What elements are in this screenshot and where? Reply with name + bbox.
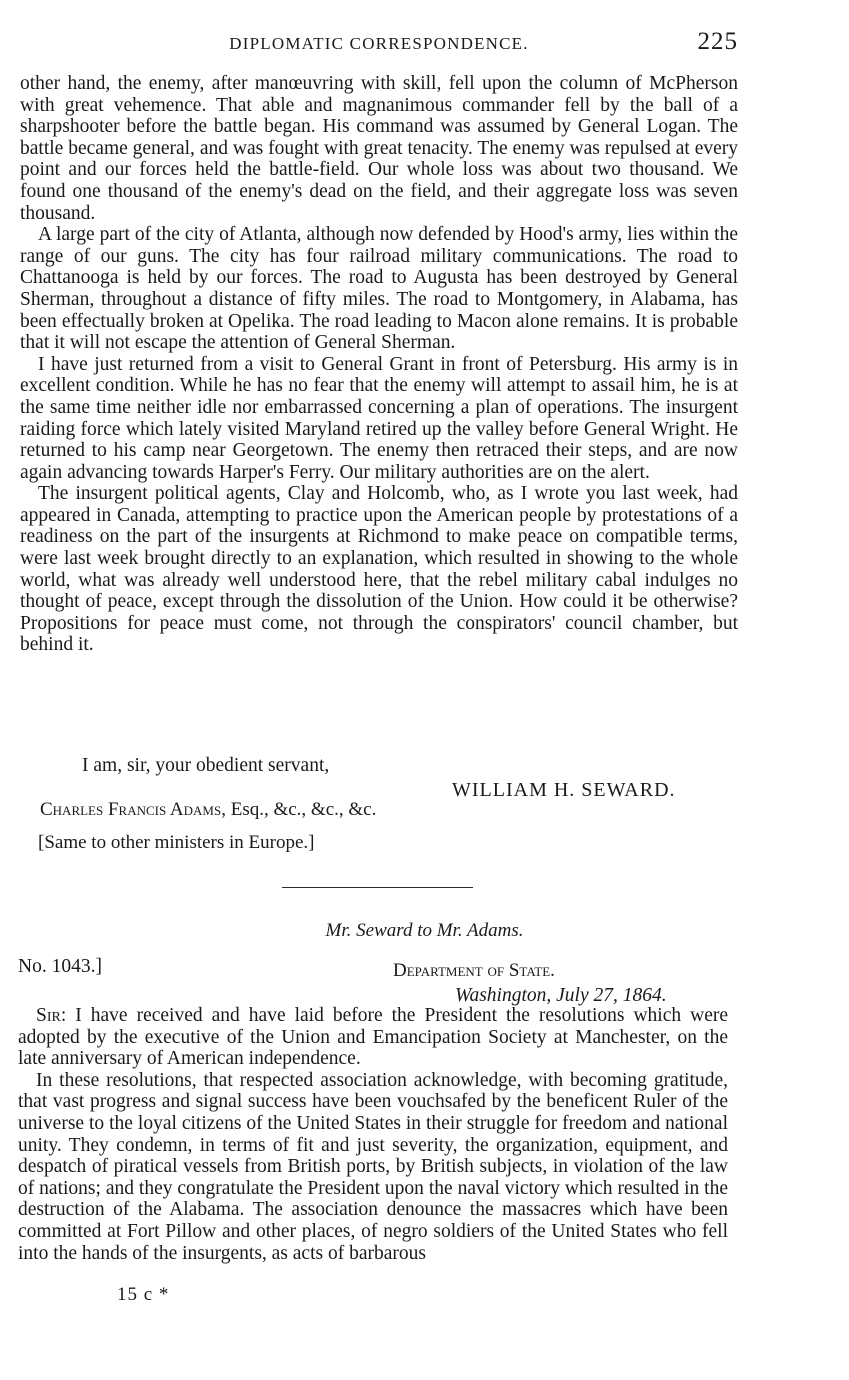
letter-body (18, 1005, 728, 1264)
paragraph (18, 1005, 728, 1070)
distribution-note: [Same to other ministers in Europe.] (38, 832, 315, 853)
letter-number: No. 1043.] (18, 956, 102, 977)
letter-body-continued (20, 73, 738, 656)
dateline-place: Washington, (455, 985, 552, 1006)
page-number: 225 (697, 28, 738, 55)
complimentary-close: I am, sir, your obedient servant, (82, 755, 330, 776)
addressee (40, 799, 376, 821)
paragraph-text: I have received and have laid before the President the resolutions which were adopted by the executive of the Union and Emancipation Society at Manchester, on the late anniversary of American independence. (18, 1005, 729, 1070)
addressee-name: Charles Francis Adams (40, 799, 222, 820)
salutation: Sir: (36, 1005, 67, 1026)
paragraph: I have just returned from a visit to General Grant in front of Petersburg. His army is in excellent condition. While he has no fear that the enemy will attempt to assail him, he is at the same time neither idle nor embarrassed concerning a plan of operations. The insurgent raiding force which lately visited Maryland retired up the valley before General Wright. He returned to his camp near Georgetown. The enemy then retraced their steps, and are now again advancing towards Harper's Ferry. Our military authorities are on the alert. (20, 353, 738, 483)
department-heading: Department of State. (393, 960, 555, 981)
dateline-date: July 27, 1864. (556, 985, 667, 1006)
paragraph: The insurgent political agents, Clay and Holcomb, who, as I wrote you last week, had appeared in Canada, attempting to practice upon the American people by protestations of a readiness on the part of the insurgents at Richmond to make peace on compatible terms, were last week brought directly to an explanation, which resulted in showing to the whole world, what was already well understood here, that the rebel military cabal indulges no thought of peace, except through the dissolution of the Union. How could it be otherwise? Propositions for peace must come, not through the conspirators' council chamber, but behind it. (20, 483, 738, 656)
addressee-title: , Esq., &c., &c., &c. (221, 799, 377, 820)
printer-signature-mark: 15 c * (117, 1284, 170, 1305)
paragraph: other hand, the enemy, after manœuvring with skill, fell upon the column of McPherson with great vehemence. That able and magnanimous commander fell by the ball of a sharpshooter before the battle began. His command was assumed by General Logan. The battle became general, and was fought with great tenacity. The enemy was repulsed at every point and our forces held the battle-field. Our whole loss was about two thousand. We found one thousand of the enemy's dead on the field, and their aggregate loss was seven thousand. (20, 73, 738, 224)
running-head: DIPLOMATIC CORRESPONDENCE. (229, 34, 529, 53)
letter-title: Mr. Seward to Mr. Adams. (325, 920, 524, 941)
section-divider (282, 887, 473, 888)
signature: WILLIAM H. SEWARD. (452, 779, 676, 801)
page-header (20, 28, 738, 60)
paragraph: In these resolutions, that respected association acknowledge, with becoming gratitude, that vast progress and signal success have been vouchsafed by the beneficent Ruler of the universe to the loyal citizens of the United States in their struggle for freedom and national unity. They condemn, in terms of fit and just severity, the organization, equipment, and despatch of piratical vessels from British ports, by British subjects, in violation of the law of nations; and they congratulate the President upon the naval victory which resulted in the destruction of the Alabama. The association denounce the massacres which have been committed at Fort Pillow and other places, of negro soldiers of the United States who fell into the hands of the insurgents, as acts of barbarous (18, 1069, 728, 1264)
paragraph: A large part of the city of Atlanta, although now defended by Hood's army, lies within the range of our guns. The city has four railroad military communications. The road to Chattanooga is held by our forces. The road to Augusta has been destroyed by General Sherman, throughout a distance of fifty miles. The road to Montgomery, in Alabama, has been effectually broken at Opelika. The road leading to Macon alone remains. It is probable that it will not escape the attention of General Sherman. (20, 224, 738, 354)
dateline (455, 985, 667, 1007)
